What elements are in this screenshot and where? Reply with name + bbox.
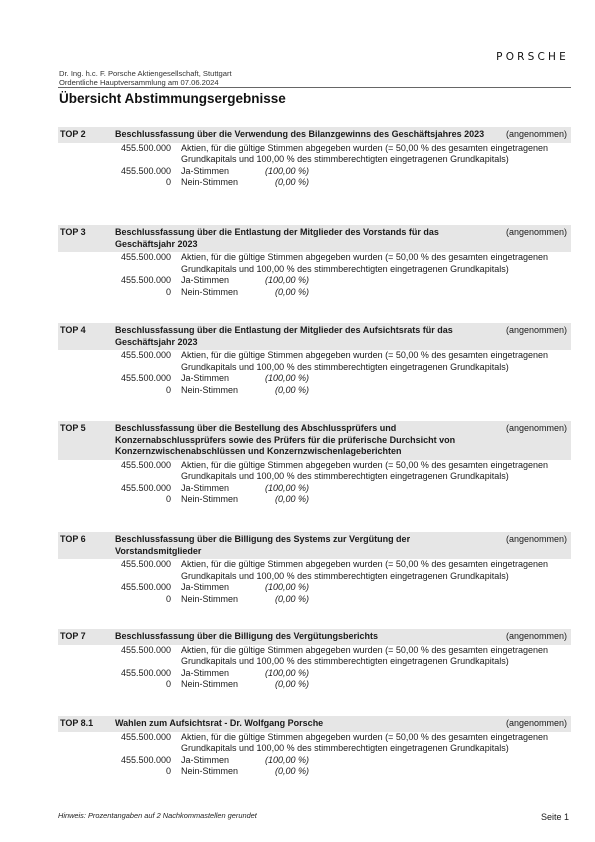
agenda-item [58, 225, 571, 298]
shares-count: 455.500.000 [120, 252, 171, 262]
agenda-title: Beschlussfassung über die Billigung des Systems zur Vergütung der Vorstandsmitglieder [115, 534, 411, 556]
no-count: 0 [165, 286, 171, 297]
agenda-number: TOP 8.1 [60, 718, 94, 728]
no-percent: (0,00 %) [274, 384, 309, 395]
agenda-item [58, 532, 571, 605]
shares-description: Aktien, für die gültige Stimmen abgegeben wurden (= 50,00 % des gesamten eingetragenen Grundkapitals und 100,00 % des stimmberechtigten eingetragenen Grundkapitals) [181, 142, 548, 164]
no-label: Nein-Stimmen [181, 679, 239, 689]
shares-row [58, 732, 571, 755]
agenda-header [58, 716, 571, 732]
shares-count: 455.500.000 [120, 559, 171, 569]
no-count: 0 [165, 679, 171, 689]
agenda-header [58, 532, 571, 559]
status-badge: (angenommen) [505, 718, 567, 728]
agenda-title: Beschlussfassung über die Entlastung der Mitglieder des Vorstands für das Geschäftsjahr 2023 [115, 227, 439, 249]
no-row [58, 177, 571, 189]
no-count: 0 [165, 766, 171, 776]
agenda-title: Beschlussfassung über die Billigung des Vergütungsberichts [115, 631, 379, 641]
agenda-item [58, 421, 571, 506]
no-percent: (0,00 %) [274, 679, 309, 689]
agenda-title: Beschlussfassung über die Verwendung des Bilanzgewinns des Geschäftsjahres 2023 [115, 129, 485, 139]
no-count: 0 [165, 177, 171, 187]
yes-count: 455.500.000 [120, 754, 171, 765]
no-count: 0 [165, 593, 171, 604]
shares-count: 455.500.000 [120, 459, 171, 470]
yes-count: 455.500.000 [120, 373, 171, 383]
agenda-header [58, 629, 571, 645]
yes-label: Ja-Stimmen [181, 754, 230, 765]
shares-count: 455.500.000 [120, 350, 171, 360]
company-name: Dr. Ing. h.c. F. Porsche Aktiengesellschaft, Stuttgart [59, 69, 232, 78]
no-count: 0 [165, 384, 171, 395]
agenda-header [58, 421, 571, 460]
no-row [58, 594, 571, 606]
header-rule [58, 87, 571, 88]
status-badge: (angenommen) [505, 129, 567, 139]
yes-row [58, 483, 571, 495]
shares-count: 455.500.000 [120, 142, 171, 153]
agenda-item [58, 323, 571, 396]
meeting-line: Ordentliche Hauptversammlung am 07.06.2024 [59, 78, 219, 87]
shares-description: Aktien, für die gültige Stimmen abgegeben wurden (= 50,00 % des gesamten eingetragenen Grundkapitals und 100,00 % des stimmberechtigten eingetragenen Grundkapitals) [181, 350, 548, 372]
shares-description: Aktien, für die gültige Stimmen abgegeben wurden (= 50,00 % des gesamten eingetragenen Grundkapitals und 100,00 % des stimmberechtigten eingetragenen Grundkapitals) [181, 559, 548, 581]
shares-count: 455.500.000 [120, 644, 171, 655]
no-row [58, 385, 571, 397]
agenda-title: Beschlussfassung über die Bestellung des Abschlussprüfers und Konzernabschlussprüfers sowie des Prüfers für die prüferische Durchsicht von Konzernzwischenabschlüssen und Konzernzwischenlageberichten [115, 423, 456, 456]
yes-count: 455.500.000 [120, 582, 171, 592]
no-label: Nein-Stimmen [181, 384, 239, 395]
shares-row [58, 645, 571, 668]
agenda-item [58, 127, 571, 189]
no-label: Nein-Stimmen [181, 286, 239, 297]
agenda-title: Wahlen zum Aufsichtsrat - Dr. Wolfgang Porsche [115, 718, 324, 728]
porsche-logo: PORSCHE [496, 51, 569, 63]
agenda-number: TOP 5 [60, 423, 86, 433]
no-percent: (0,00 %) [274, 766, 309, 776]
no-row [58, 287, 571, 299]
no-label: Nein-Stimmen [181, 177, 239, 187]
footer-note: Hinweis: Prozentangaben auf 2 Nachkommastellen gerundet [58, 811, 257, 820]
agenda-header [58, 323, 571, 350]
agenda-title: Beschlussfassung über die Entlastung der Mitglieder des Aufsichtsrats für das Geschäftsjahr 2023 [115, 325, 453, 347]
agenda-number: TOP 2 [60, 129, 86, 139]
page-number: Seite 1 [540, 812, 569, 822]
yes-row [58, 275, 571, 287]
yes-label: Ja-Stimmen [181, 275, 230, 285]
yes-percent: (100,00 %) [264, 667, 309, 678]
yes-percent: (100,00 %) [264, 373, 309, 383]
no-percent: (0,00 %) [274, 593, 309, 604]
no-percent: (0,00 %) [274, 494, 309, 504]
yes-count: 455.500.000 [120, 667, 171, 678]
agenda-number: TOP 3 [60, 227, 86, 237]
yes-row [58, 166, 571, 178]
yes-label: Ja-Stimmen [181, 482, 230, 493]
agenda-item [58, 629, 571, 691]
status-badge: (angenommen) [505, 631, 567, 641]
yes-count: 455.500.000 [120, 482, 171, 493]
agenda-number: TOP 6 [60, 534, 86, 544]
no-label: Nein-Stimmen [181, 766, 239, 776]
status-badge: (angenommen) [505, 325, 567, 335]
status-badge: (angenommen) [505, 423, 567, 433]
shares-row [58, 460, 571, 483]
shares-description: Aktien, für die gültige Stimmen abgegeben wurden (= 50,00 % des gesamten eingetragenen Grundkapitals und 100,00 % des stimmberechtigten eingetragenen Grundkapitals) [181, 252, 548, 274]
yes-count: 455.500.000 [120, 275, 171, 285]
yes-label: Ja-Stimmen [181, 582, 230, 592]
no-label: Nein-Stimmen [181, 593, 239, 604]
no-label: Nein-Stimmen [181, 494, 239, 504]
shares-row [58, 559, 571, 582]
status-badge: (angenommen) [505, 227, 567, 237]
yes-row [58, 373, 571, 385]
agenda-number: TOP 4 [60, 325, 86, 335]
no-percent: (0,00 %) [274, 177, 309, 187]
page-title: Übersicht Abstimmungsergebnisse [59, 91, 286, 106]
shares-description: Aktien, für die gültige Stimmen abgegeben wurden (= 50,00 % des gesamten eingetragenen Grundkapitals und 100,00 % des stimmberechtigten eingetragenen Grundkapitals) [181, 459, 548, 481]
shares-description: Aktien, für die gültige Stimmen abgegeben wurden (= 50,00 % des gesamten eingetragenen Grundkapitals und 100,00 % des stimmberechtigten eingetragenen Grundkapitals) [181, 644, 548, 666]
yes-percent: (100,00 %) [264, 482, 309, 493]
yes-percent: (100,00 %) [264, 582, 309, 592]
no-row [58, 679, 571, 691]
shares-row [58, 350, 571, 373]
yes-percent: (100,00 %) [264, 275, 309, 285]
agenda-header [58, 225, 571, 252]
yes-count: 455.500.000 [120, 165, 171, 176]
yes-row [58, 582, 571, 594]
status-badge: (angenommen) [505, 534, 567, 544]
company-header [59, 69, 232, 87]
yes-row [58, 755, 571, 767]
yes-row [58, 668, 571, 680]
no-percent: (0,00 %) [274, 286, 309, 297]
no-row [58, 766, 571, 778]
yes-label: Ja-Stimmen [181, 667, 230, 678]
yes-label: Ja-Stimmen [181, 165, 230, 176]
yes-percent: (100,00 %) [264, 754, 309, 765]
yes-percent: (100,00 %) [264, 165, 309, 176]
no-row [58, 494, 571, 506]
yes-label: Ja-Stimmen [181, 373, 230, 383]
agenda-item [58, 716, 571, 778]
shares-count: 455.500.000 [120, 731, 171, 742]
shares-row [58, 252, 571, 275]
agenda-header [58, 127, 571, 143]
no-count: 0 [165, 494, 171, 504]
agenda-number: TOP 7 [60, 631, 86, 641]
shares-description: Aktien, für die gültige Stimmen abgegeben wurden (= 50,00 % des gesamten eingetragenen Grundkapitals und 100,00 % des stimmberechtigten eingetragenen Grundkapitals) [181, 731, 548, 753]
shares-row [58, 143, 571, 166]
